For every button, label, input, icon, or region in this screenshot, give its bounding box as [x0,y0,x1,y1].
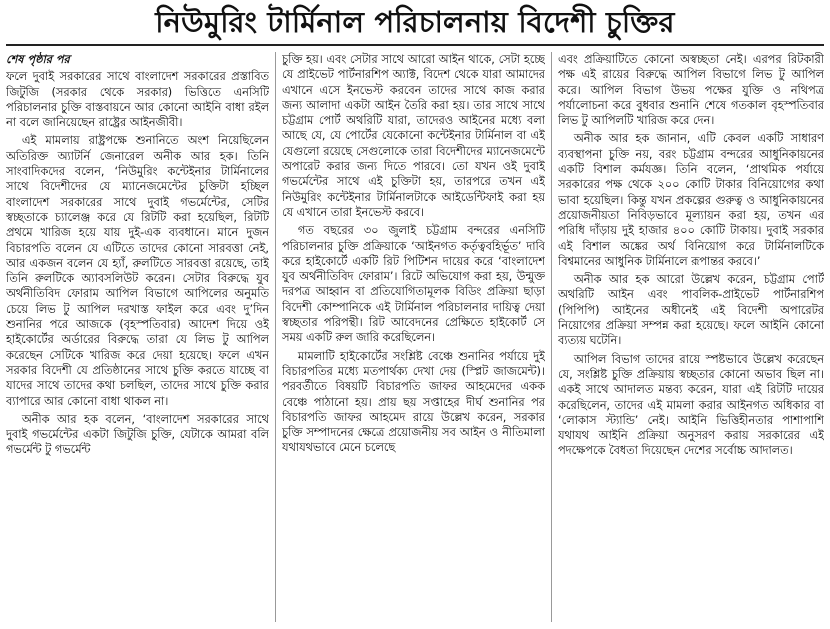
paragraph: অনীক আর হক বলেন, ‘বাংলাদেশ সরকারের সাথে দুবাই গভর্মেন্টের একটা জিটুজি চুক্তি, যেটাকে আমরা বলি গভর্মেন্ট টু গভর্মেন্ট [6,412,269,457]
column-2 [282,52,545,622]
paragraph: গত বছরের ৩০ জুলাই চট্টগ্রাম বন্দরের এনসিটি পরিচালনার চুক্তি প্রক্রিয়াকে ‘আইনগত কর্তৃত্ববহির্ভূত’ দাবি করে হাইকোর্টে একটি রিট পিটিশন দায়ের করে ‘বাংলাদেশ যুব অর্থনীতিবিদ ফোরাম’। রিটে অভিযোগ করা হয়, উন্মুক্ত দরপত্র আহ্বান বা প্রতিযোগিতামূলক বিডিং প্রক্রিয়া ছাড়া বিদেশী কোম্পানিকে এই টার্মিনাল পরিচালনার দায়িত্ব দেয়া স্বচ্ছতার পরিপন্থী। রিট আবেদনের প্রেক্ষিতে হাইকোর্ট সে সময় একটি রুল জারি করেছিলেন। [282,224,545,345]
paragraph: অনীক আর হক জানান, এটি কেবল একটি সাধারণ ব্যবস্থাপনা চুক্তি নয়, বরং চট্টগ্রাম বন্দরের আধুনিকায়নের একটি বিশাল কর্মযজ্ঞ। তিনি বলেন, ‘প্রাথমিক পর্যায়ে সরকারের পক্ষ থেকে ২০০ কোটি টাকার বিনিয়োগের কথা ভাবা হয়েছিল। কিন্তু যখন প্রকল্পের গুরুত্ব ও আধুনিকায়নের প্রয়োজনীয়তা নিবিড়ভাবে মূল্যায়ন করা হয়, তখন এর পরিধি দাঁড়ায় দুই হাজার ৪০০ কোটি টাকায়। দুবাই সরকার এই বিশাল অঙ্কের অর্থ বিনিয়োগ করে টার্মিনালটিকে বিশ্বমানের আধুনিক টার্মিনালে রূপান্তর করবে।’ [558,132,824,268]
paragraph: মামলাটি হাইকোর্টের সংশ্লিষ্ট বেঞ্চে শুনানির পর্যায়ে দুই বিচারপতির মধ্যে মতপার্থক্য দেখা দেয় (স্প্লিট জাজমেন্ট)। পরবর্তীতে বিষয়টি বিচারপতি জাফর আহমেদের একক বেঞ্চে পাঠানো হয়। প্রায় ছয় সপ্তাহের দীর্ঘ শুনানির পর বিচারপতি জাফর আহমেদ রায়ে উল্লেখ করেন, সরকার চুক্তি সম্পাদনের ক্ষেত্রে প্রয়োজনীয় সব আইন ও নীতিমালা যথাযথভাবে মেনে চলেছে [282,349,545,455]
paragraph: চুক্তি হয়। এবং সেটার সাথে আরো আইন থাকে, সেটা হচ্ছে যে প্রাইভেট পার্টনারশিপ অ্যাক্ট, বিদেশ থেকে যারা আমাদের এখানে এসে ইনভেস্ট করবেন তাদের সাথে কাজ করার জন্য আলাদা একটা আইন তৈরি করা হয়। তার সাথে সাথে চট্টগ্রাম পোর্ট অথরিটি যারা, তাদেরও আইনের মধ্যে বলা আছে যে, যে পোর্টের যেকোনো কন্টেইনার টার্মিনাল বা এই যেগুলো রয়েছে সেগুলোকে তারা বিদেশীদের ম্যানেজমেন্টে অপারেট করার জন্য দিতে পারবে। তো যখন ওই দুবাই গভর্মেন্টের সাথে এই চুক্তিটা হয়, তারপরে তখন এই নিউমুরিং কন্টেইনার টার্মিনালটাকে আইডেন্টিফাই করা হয় যে এখানে তারা ইনভেস্ট করবে। [282,53,545,219]
column-1 [6,52,269,622]
headline-rule [6,44,824,46]
paragraph: ফলে দুবাই সরকারের সাথে বাংলাদেশ সরকারের প্রস্তাবিত জিটুজি (সরকার থেকে সরকার) ভিত্তিতে এনসিটি পরিচালনার চুক্তি বাস্তবায়নে আর কোনো আইনি বাধা রইল না বলে জানিয়েছেন রাষ্ট্রের আইনজীবী। [6,70,269,130]
column-divider [275,52,276,622]
column-3 [558,52,824,622]
paragraph: অনীক আর হক আরো উল্লেখ করেন, চট্টগ্রাম পোর্ট অথরিটি আইন এবং পাবলিক-প্রাইভেট পার্টনারশিপ (পিপিপি) আইনের অধীনেই এই বিদেশী অপারেটর নিয়োগের প্রক্রিয়া সম্পন্ন করা হয়েছে। ফলে আইনি কোনো ব্যত্যয় ঘটেনি। [558,273,824,348]
paragraph: এই মামলায় রাষ্ট্রপক্ষে শুনানিতে অংশ নিয়েছিলেন অতিরিক্ত অ্যাটর্নি জেনারেল অনীক আর হক। তিনি সাংবাদিকদের বলেন, ‘নিউমুরিং কন্টেইনার টার্মিনালের সাথে বিদেশীদের যে ম্যানেজমেন্টের চুক্তিটা হচ্ছিল বাংলাদেশ সরকারের সাথে দুবাই গভর্মেন্টের, সেটির স্বচ্ছতাকে চ্যালেঞ্জ করে যে রিটটি করা হয়েছিল, রিটটি প্রথমে খারিজ হয়ে যায় দুই-এক ব্যবধানে। মানে দুজন বিচারপতি বলেন যে এটিতে তাদের কোনো সারবত্তা নেই, আর একজন বলেন যে হ্যাঁ, রুলটিতে সারবত্তা রয়েছে, তাই তিনি রুলটিকে অ্যাবসলিউট করেন। সেটার বিরুদ্ধে যুব অর্থনীতিবিদ ফোরাম আপিল বিভাগে আপিলের অনুমতি চেয়ে লিভ টু আপিল দরখাস্ত ফাইল করে এবং দু’দিন শুনানির পরে আজকে (বৃহস্পতিবার) আদেশ দিয়ে ওই হাইকোর্টের অর্ডারের বিরুদ্ধে তারা যে লিভ টু আপিল করেছেন সেটিকে খারিজ করে দেয়া হয়েছে। ফলে এখন সরকার বিদেশী যে প্রতিষ্ঠানের সাথে চুক্তি করতে যাচ্ছে বা যাদের সাথে তাদের কথা চলছিল, তাদের সাথে চুক্তি করার ব্যাপারে আর কোনো বাধা থাকল না। [6,134,269,408]
paragraph: এবং প্রক্রিয়াটিতে কোনো অস্বচ্ছতা নেই। এরপর রিটকারী পক্ষ এই রায়ের বিরুদ্ধে আপিল বিভাগে লিভ টু আপিল করে। আপিল বিভাগ উভয় পক্ষের যুক্তি ও নথিপত্র পর্যালোচনা করে বুধবার শুনানি শেষে গতকাল বৃহস্পতিবার লিভ টু আপিলটি খারিজ করে দেন। [558,53,824,128]
continuation-kicker: শেষ পৃষ্ঠার পর [6,53,70,66]
paragraph: আপিল বিভাগ তাদের রায়ে স্পষ্টভাবে উল্লেখ করেছেন যে, সংশ্লিষ্ট চুক্তি প্রক্রিয়ায় স্বচ্ছতার কোনো অভাব ছিল না। একই সাথে আদালত মন্তব্য করেন, যারা এই রিটটি দায়ের করেছিলেন, তাদের এই মামলা করার আইনগত অধিকার বা ‘লোকাস স্ট্যান্ডি’ নেই। আইনি ভিত্তিহীনতার পাশাপাশি যথাযথ আইনি প্রক্রিয়া অনুসরণ করায় সরকারের এই পদক্ষেপকে বৈধতা দিয়েছেন দেশের সর্বোচ্চ আদালত। [558,352,824,458]
headline: নিউমুরিং টার্মিনাল পরিচালনায় বিদেশী চুক্তির [155,5,675,39]
column-divider [551,52,552,622]
